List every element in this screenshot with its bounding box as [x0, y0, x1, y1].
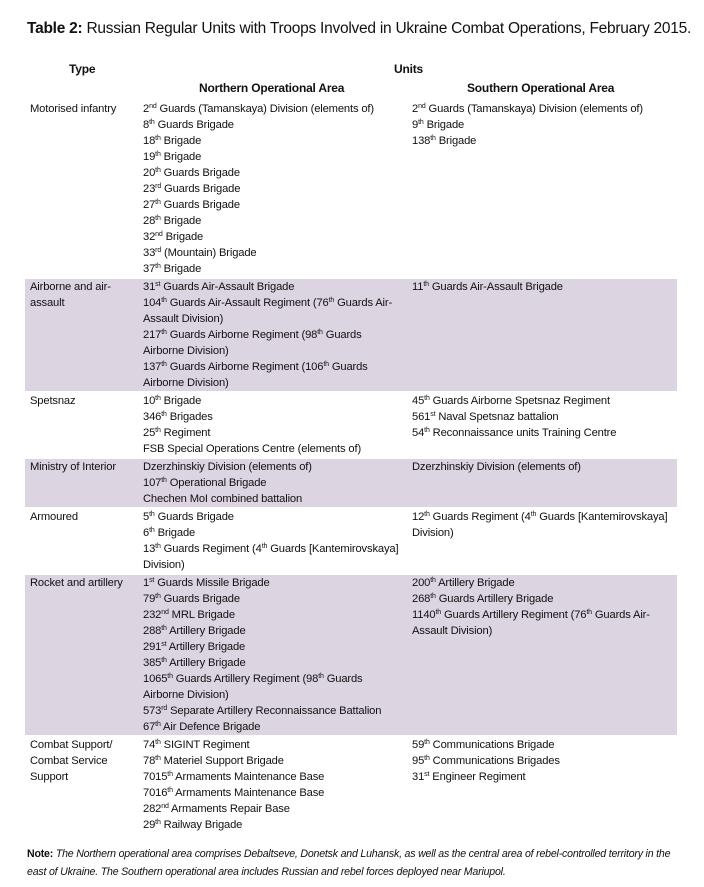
ordinal-suffix: st: [424, 771, 430, 778]
header-units: Units: [394, 62, 424, 76]
unit-entry: 200th Artillery Brigade: [412, 577, 515, 589]
ordinal-suffix: th: [430, 593, 436, 600]
unit-entry: 78th Materiel Support Brigade: [143, 755, 284, 767]
unit-entry: Dzerzhinskiy Division (elements of): [143, 461, 312, 473]
ordinal-suffix: rd: [155, 183, 162, 190]
ordinal-suffix: st: [149, 577, 155, 584]
unit-entry: 10th Brigade: [143, 395, 202, 407]
southern-units-cell: [412, 279, 677, 391]
table-label: Table 2:: [27, 20, 83, 37]
ordinal-suffix: th: [418, 119, 424, 126]
ordinal-suffix: th: [167, 771, 173, 778]
ordinal-suffix: th: [424, 511, 430, 518]
unit-entry: 217th Guards Airborne Regiment (98th Guards: [143, 329, 362, 341]
ordinal-suffix: th: [155, 721, 161, 728]
unit-entry: 13th Guards Regiment (4th Guards [Kantemirovskaya]: [143, 543, 399, 555]
northern-units-cell: [143, 101, 412, 277]
northern-units-cell: [143, 279, 412, 391]
ordinal-suffix: th: [161, 657, 167, 664]
unit-entry: Division): [412, 527, 454, 539]
ordinal-suffix: th: [149, 527, 155, 534]
table-row: [25, 393, 677, 459]
unit-type-label: Combat Service: [30, 755, 108, 767]
ordinal-suffix: nd: [161, 803, 169, 810]
unit-type-label: Combat Support/: [30, 739, 113, 751]
ordinal-suffix: th: [155, 427, 161, 434]
unit-entry: Airborne Division): [143, 689, 229, 701]
northern-units-cell: [143, 393, 412, 457]
unit-entry: 31st Guards Air-Assault Brigade: [143, 281, 295, 293]
ordinal-suffix: th: [161, 625, 167, 632]
southern-units-cell: [412, 575, 677, 735]
note-text: The Northern operational area comprises Debaltseve, Donetsk and Luhansk, as well as the central area of rebel-controlled territory in the east of Ukraine. The Southern operational area includes Russian and rebel forces deployed near Mariupol.: [27, 848, 671, 878]
unit-entry: Assault Division): [143, 313, 224, 325]
unit-entry: 288th Artillery Brigade: [143, 625, 246, 637]
ordinal-suffix: st: [155, 281, 161, 288]
unit-entry: 33rd (Mountain) Brigade: [143, 247, 257, 259]
ordinal-suffix: st: [430, 411, 436, 418]
table-row: [25, 459, 677, 509]
unit-entry: 268th Guards Artillery Brigade: [412, 593, 554, 605]
unit-entry: 32nd Brigade: [143, 231, 204, 243]
unit-entry: 104th Guards Air-Assault Regiment (76th Guards Air-: [143, 297, 393, 309]
table-row: [25, 509, 677, 575]
unit-entry: 12th Guards Regiment (4th Guards [Kantemirovskaya]: [412, 511, 668, 523]
unit-entry: 29th Railway Brigade: [143, 819, 243, 831]
ordinal-suffix: th: [167, 673, 173, 680]
ordinal-suffix: th: [424, 427, 430, 434]
header-type: Type: [69, 62, 96, 76]
unit-entry: Chechen MoI combined battalion: [143, 493, 303, 505]
unit-entry: 59th Communications Brigade: [412, 739, 555, 751]
unit-type-cell: [25, 737, 143, 833]
unit-entry: 573rd Separate Artillery Reconnaissance Battalion: [143, 705, 382, 717]
unit-entry: 25th Regiment: [143, 427, 211, 439]
unit-type-label: Ministry of Interior: [30, 461, 116, 473]
unit-entry: 5th Guards Brigade: [143, 511, 234, 523]
unit-entry: 54th Reconnaissance units Training Centre: [412, 427, 617, 439]
units-table: [25, 101, 677, 835]
ordinal-suffix: th: [167, 787, 173, 794]
unit-entry: 45th Guards Airborne Spetsnaz Regiment: [412, 395, 610, 407]
ordinal-suffix: th: [430, 135, 436, 142]
ordinal-suffix: th: [155, 199, 161, 206]
header-southern-area: Southern Operational Area: [467, 81, 615, 95]
ordinal-suffix: th: [423, 281, 429, 288]
unit-entry: 385th Artillery Brigade: [143, 657, 246, 669]
ordinal-suffix: th: [161, 329, 167, 336]
ordinal-suffix: th: [424, 739, 430, 746]
unit-entry: 561st Naval Spetsnaz battalion: [412, 411, 559, 423]
note-label: Note:: [27, 848, 54, 860]
ordinal-suffix: th: [155, 215, 161, 222]
header-northern-area: Northern Operational Area: [199, 81, 345, 95]
unit-entry: 138th Brigade: [412, 135, 477, 147]
southern-units-cell: [412, 459, 677, 507]
southern-units-cell: [412, 737, 677, 833]
unit-type-label: Airborne and air-: [30, 281, 111, 293]
unit-entry: 1st Guards Missile Brigade: [143, 577, 270, 589]
unit-type-cell: [25, 509, 143, 573]
unit-entry: 9th Brigade: [412, 119, 465, 131]
ordinal-suffix: th: [149, 119, 155, 126]
unit-entry: 232nd MRL Brigade: [143, 609, 235, 621]
ordinal-suffix: th: [155, 263, 161, 270]
unit-entry: 95th Communications Brigades: [412, 755, 560, 767]
ordinal-suffix: th: [261, 543, 268, 550]
ordinal-suffix: th: [323, 361, 329, 368]
unit-entry: 23rd Guards Brigade: [143, 183, 241, 195]
unit-entry: 1140th Guards Artillery Regiment (76th Guards Air-: [412, 609, 650, 621]
unit-entry: 11th Guards Air-Assault Brigade: [412, 281, 563, 293]
unit-entry: 79th Guards Brigade: [143, 593, 240, 605]
unit-entry: 27th Guards Brigade: [143, 199, 240, 211]
ordinal-suffix: st: [161, 641, 167, 648]
unit-entry: 282nd Armaments Repair Base: [143, 803, 290, 815]
ordinal-suffix: th: [155, 135, 161, 142]
unit-entry: 7015th Armaments Maintenance Base: [143, 771, 325, 783]
ordinal-suffix: th: [155, 819, 161, 826]
unit-entry: 67th Air Defence Brigade: [143, 721, 261, 733]
table-note: [27, 845, 687, 881]
ordinal-suffix: th: [586, 609, 592, 616]
northern-units-cell: [143, 509, 412, 573]
ordinal-suffix: nd: [149, 103, 157, 110]
table-row: [25, 737, 677, 835]
unit-type-cell: [25, 101, 143, 277]
unit-type-label: Motorised infantry: [30, 103, 117, 115]
ordinal-suffix: th: [328, 297, 335, 304]
unit-entry: 6th Brigade: [143, 527, 196, 539]
ordinal-suffix: nd: [418, 103, 426, 110]
unit-type-label: Armoured: [30, 511, 78, 523]
unit-type-label: Rocket and artillery: [30, 577, 123, 589]
northern-units-cell: [143, 459, 412, 507]
unit-type-label: Support: [30, 771, 69, 783]
ordinal-suffix: th: [155, 151, 161, 158]
ordinal-suffix: th: [161, 297, 167, 304]
unit-entry: Division): [143, 559, 185, 571]
ordinal-suffix: nd: [155, 231, 163, 238]
unit-entry: FSB Special Operations Centre (elements of): [143, 443, 362, 455]
unit-entry: 107th Operational Brigade: [143, 477, 267, 489]
ordinal-suffix: th: [155, 543, 161, 550]
unit-type-label: assault: [30, 297, 65, 309]
unit-entry: Airborne Division): [143, 377, 229, 389]
ordinal-suffix: th: [161, 477, 167, 484]
unit-type-cell: [25, 279, 143, 391]
unit-entry: Dzerzhinskiy Division (elements of): [412, 461, 581, 473]
unit-entry: 19th Brigade: [143, 151, 202, 163]
table-row: [25, 575, 677, 737]
unit-entry: 18th Brigade: [143, 135, 202, 147]
ordinal-suffix: th: [155, 395, 161, 402]
unit-type-cell: [25, 575, 143, 735]
northern-units-cell: [143, 737, 412, 833]
unit-entry: 8th Guards Brigade: [143, 119, 234, 131]
ordinal-suffix: rd: [161, 705, 168, 712]
ordinal-suffix: th: [424, 755, 430, 762]
ordinal-suffix: th: [149, 511, 155, 518]
unit-entry: 20th Guards Brigade: [143, 167, 240, 179]
northern-units-cell: [143, 575, 412, 735]
unit-entry: 291st Artillery Brigade: [143, 641, 246, 653]
unit-entry: 37th Brigade: [143, 263, 202, 275]
ordinal-suffix: th: [161, 411, 167, 418]
unit-entry: Assault Division): [412, 625, 493, 637]
unit-entry: 346th Brigades: [143, 411, 213, 423]
table-row: [25, 279, 677, 393]
ordinal-suffix: th: [161, 361, 167, 368]
ordinal-suffix: th: [424, 395, 430, 402]
unit-entry: 74th SIGINT Regiment: [143, 739, 250, 751]
unit-entry: 31st Engineer Regiment: [412, 771, 526, 783]
ordinal-suffix: nd: [161, 609, 169, 616]
ordinal-suffix: th: [430, 577, 436, 584]
southern-units-cell: [412, 393, 677, 457]
unit-type-cell: [25, 393, 143, 457]
unit-entry: Airborne Division): [143, 345, 229, 357]
unit-type-cell: [25, 459, 143, 507]
southern-units-cell: [412, 509, 677, 573]
ordinal-suffix: th: [155, 593, 161, 600]
ordinal-suffix: th: [435, 609, 442, 616]
ordinal-suffix: rd: [155, 247, 162, 254]
table-caption: Russian Regular Units with Troops Involved in Ukraine Combat Operations, February 2015.: [82, 20, 692, 37]
unit-entry: 7016th Armaments Maintenance Base: [143, 787, 325, 799]
ordinal-suffix: th: [317, 329, 323, 336]
unit-type-label: Spetsnaz: [30, 395, 76, 407]
ordinal-suffix: th: [155, 739, 161, 746]
ordinal-suffix: th: [155, 755, 161, 762]
ordinal-suffix: th: [155, 167, 161, 174]
table-row: [25, 101, 677, 279]
unit-entry: 1065th Guards Artillery Regiment (98th Guards: [143, 673, 363, 685]
ordinal-suffix: th: [530, 511, 537, 518]
ordinal-suffix: th: [318, 673, 324, 680]
table-title: [27, 20, 691, 38]
unit-entry: 2nd Guards (Tamanskaya) Division (elements of): [412, 103, 643, 115]
unit-entry: 28th Brigade: [143, 215, 202, 227]
unit-entry: 2nd Guards (Tamanskaya) Division (elements of): [143, 103, 374, 115]
unit-entry: 137th Guards Airborne Regiment (106th Guards: [143, 361, 368, 373]
southern-units-cell: [412, 101, 677, 277]
